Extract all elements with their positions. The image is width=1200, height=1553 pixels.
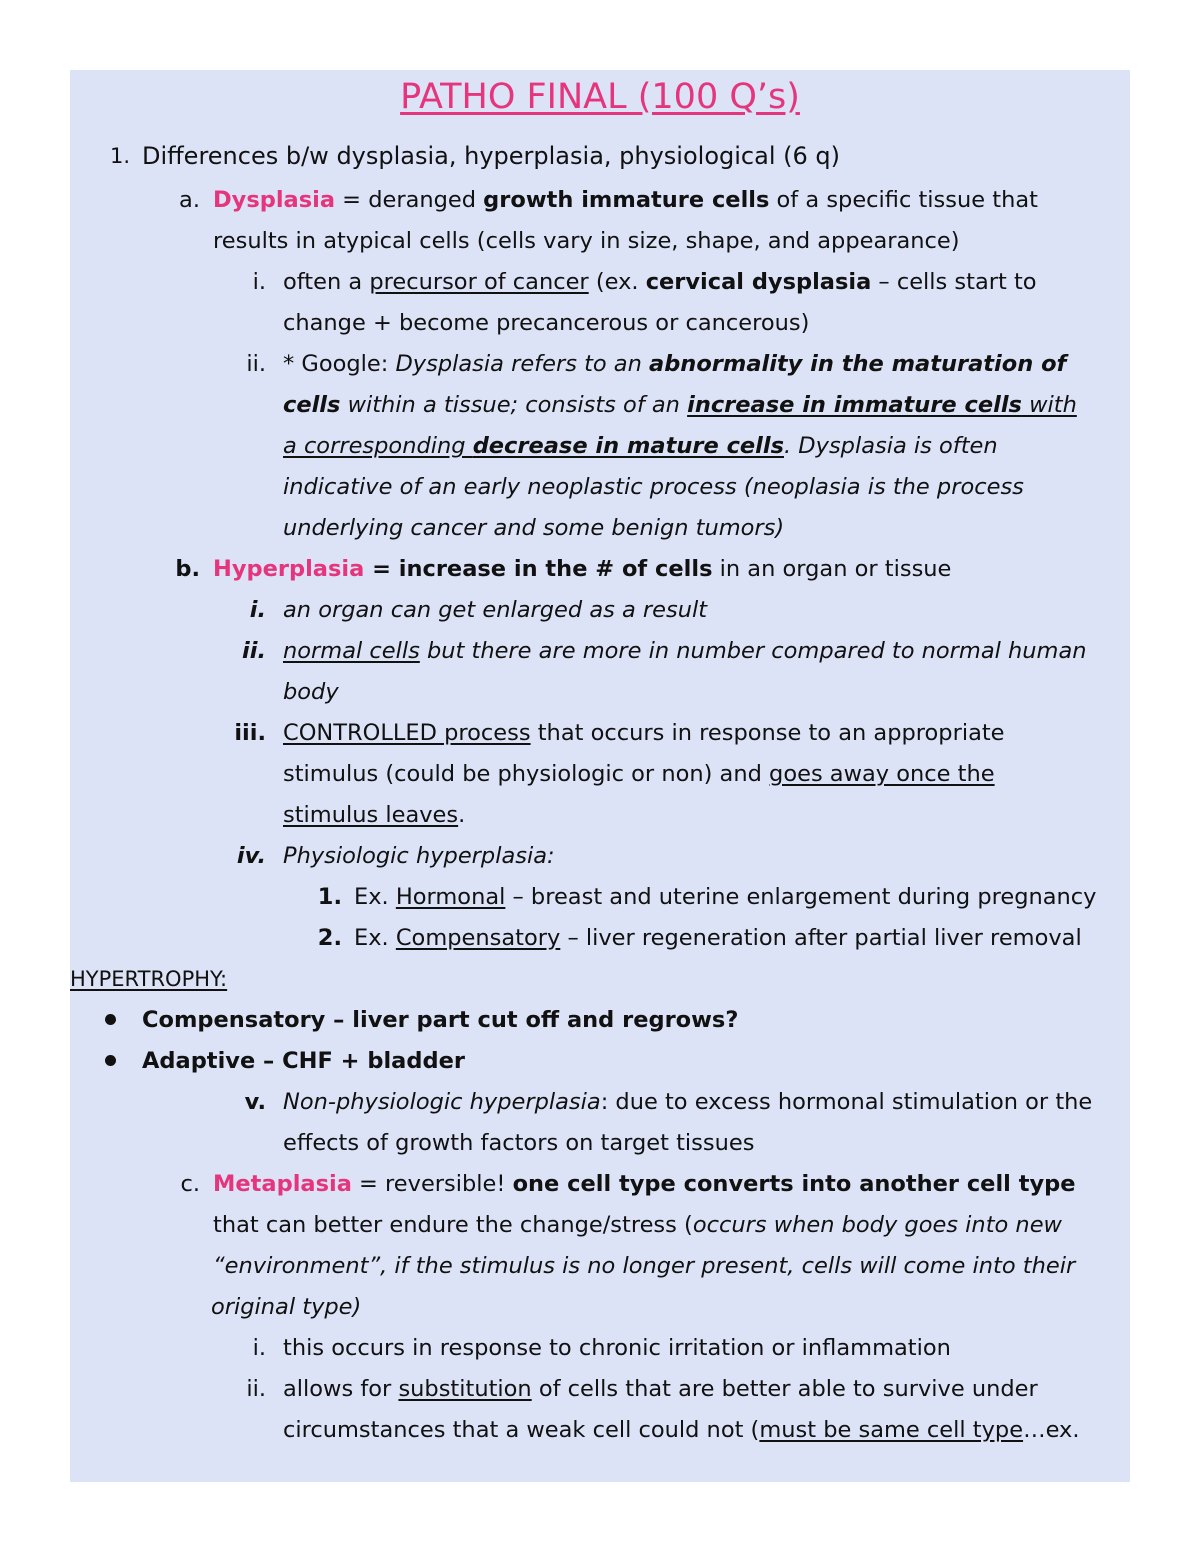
document-page: PATHO FINAL (100 Q’s) 1. Differences b/w dysplasia, hyperplasia, physiological (6 q) a. Dysplasia = deranged growth immature cells of a specific tissue that results in atypical cells (cells vary in size, shape, and appearance) i. often a precursor of cancer (ex. cervical dysplasia – cells start to change + become precancerous or cancerous) ii. * Google: Dysplasia refers to an abnormality in the maturation of cells within a tissue; consists of an increase in immature cells with a corresponding decrease in mature cells. Dysplasia is often indicative of an early neoplastic process (neoplasia is the process underlying cancer and some benign tumors) b. Hyperplasia = increase in the # of cells in an organ or tissue i. an organ can get enlarged as a result ii. normal cells but there are more in number compared to normal human body iii. CONTROLLED process that occurs in response to an appropriate stimulus (could be physiologic or non) and goes away once the stimulus leaves. iv. Physiologic hyperplasia: 1. Ex. Hormonal – breast and uterine enlargement during pregnancy 2. Ex. Compensatory – liver regeneration after partial liver removal HYPERTROPHY: Compensatory – liver part cut off and regrows? Adaptive – CHF + bladder v. Non-physiologic hyperplasia: due to excess hormonal stimulation or the effects of growth factors on target tissues c. Metaplasia = reversible! one cell type converts into another cell type that can better endure the change/stress (occurs when body goes into new “environment”, if the stimulus is no longer present, cells will come into their original type) i. this occurs in response to chronic irritation or inflammation ii. allows for substitution of cells that are better able to survive under circumstances that a weak cell could not (must be same cell type…ex. [70, 70, 1130, 1482]
list-marker: iii. [234, 720, 266, 746]
page-title: PATHO FINAL (100 Q’s) [400, 77, 800, 117]
list-marker: i. [249, 597, 266, 623]
list-marker: iv. [236, 843, 266, 869]
term-dysplasia: Dysplasia [213, 187, 336, 213]
bullet-icon [105, 1014, 116, 1025]
list-marker: v. [244, 1089, 266, 1115]
term-hyperplasia: Hyperplasia [213, 556, 365, 582]
list-marker: a. [179, 187, 200, 213]
bullet-icon [105, 1055, 116, 1066]
list-marker: ii. [242, 638, 266, 664]
question-text: Differences b/w dysplasia, hyperplasia, physiological (6 q) [142, 142, 840, 170]
list-marker: i. [252, 1335, 266, 1361]
list-marker: c. [180, 1171, 200, 1197]
list-marker: ii. [246, 1376, 266, 1402]
list-marker: i. [252, 269, 266, 295]
list-marker: 1. [317, 884, 342, 910]
list-marker: 2. [317, 925, 342, 951]
list-marker: 1. [109, 144, 130, 168]
list-marker: ii. [246, 351, 266, 377]
list-marker: b. [175, 556, 200, 582]
term-metaplasia: Metaplasia [213, 1171, 352, 1197]
